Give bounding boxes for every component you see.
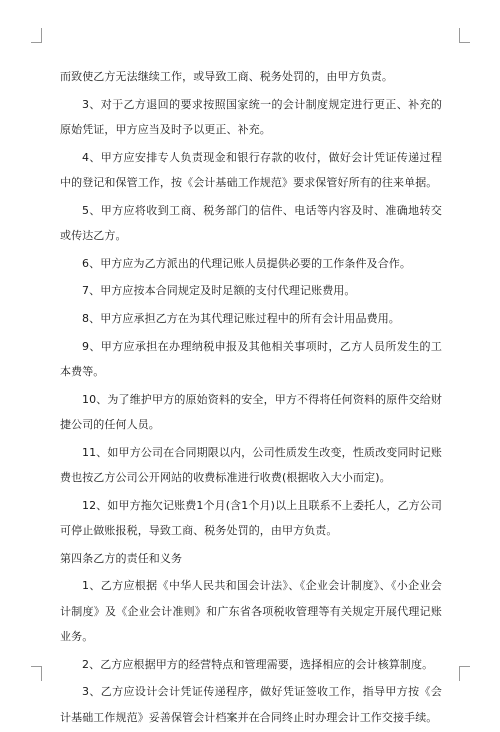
paragraph-party-b-clause-1: 1、乙方应根据《中华人民共和国会计法》、《企业会计制度》、《小企业会计制度》及《企业会计准则》和广东省各项税收管理等有关规定开展代理记账业务。: [60, 579, 442, 643]
document-body: [60, 64, 442, 732]
crop-mark-top-left: [31, 28, 42, 43]
paragraph-clause-11: 11、如甲方公司在合同期限以内，公司性质发生改变，性质改变同时记账费也按乙方公司公开网站的收费标准进行收费(根据收入大小而定)。: [60, 445, 442, 484]
crop-mark-bottom-right: [459, 666, 470, 681]
paragraph-clause-4: 4、甲方应安排专人负责现金和银行存款的收付，做好会计凭证传递过程中的登记和保管工作，按《会计基础工作规范》要求保管好所有的往来单据。: [60, 150, 442, 189]
paragraph-clause-5: 5、甲方应将收到工商、税务部门的信件、电话等内容及时、准确地转交或传达乙方。: [60, 203, 442, 242]
paragraph-clause-9: 9、甲方应承担在办理纳税申报及其他相关事项时，乙方人员所发生的工本费等。: [60, 339, 442, 378]
paragraph-continuation: 而致使乙方无法继续工作，或导致工商、税务处罚的，由甲方负责。: [60, 70, 393, 83]
paragraph-clause-3: 3、对于乙方退回的要求按照国家统一的会计制度规定进行更正、补充的原始凭证，甲方应当及时予以更正、补充。: [60, 97, 442, 136]
paragraph-party-b-clause-2: 2、乙方应根据甲方的经营特点和管理需要，选择相应的会计核算制度。: [82, 657, 434, 671]
paragraph-clause-8: 8、甲方应承担乙方在为其代理记账过程中的所有会计用品费用。: [82, 312, 400, 326]
paragraph-clause-7: 7、甲方应按本合同规定及时足额的支付代理记账费用。: [82, 284, 356, 298]
paragraph-clause-12: 12、如甲方拖欠记账费1个月(含1个月)以上且联系不上委托人，乙方公司可停止做账报税，导致工商、税务处罚的，由甲方负责。: [60, 498, 442, 537]
crop-mark-top-right: [459, 28, 470, 43]
section-heading-article-4: 第四条乙方的责任和义务: [60, 551, 183, 565]
paragraph-clause-6: 6、甲方应为乙方派出的代理记账人员提供必要的工作条件及合作。: [82, 256, 411, 270]
paragraph-clause-10: 10、为了维护甲方的原始资料的安全，甲方不得将任何资料的原件交给财捷公司的任何人员。: [60, 392, 442, 431]
paragraph-party-b-clause-3: 3、乙方应设计会计凭证传递程序，做好凭证签收工作，指导甲方按《会计基础工作规范》妥善保管会计档案并在合同终止时办理会计工作交接手续。: [60, 685, 442, 724]
crop-mark-bottom-left: [31, 666, 42, 681]
